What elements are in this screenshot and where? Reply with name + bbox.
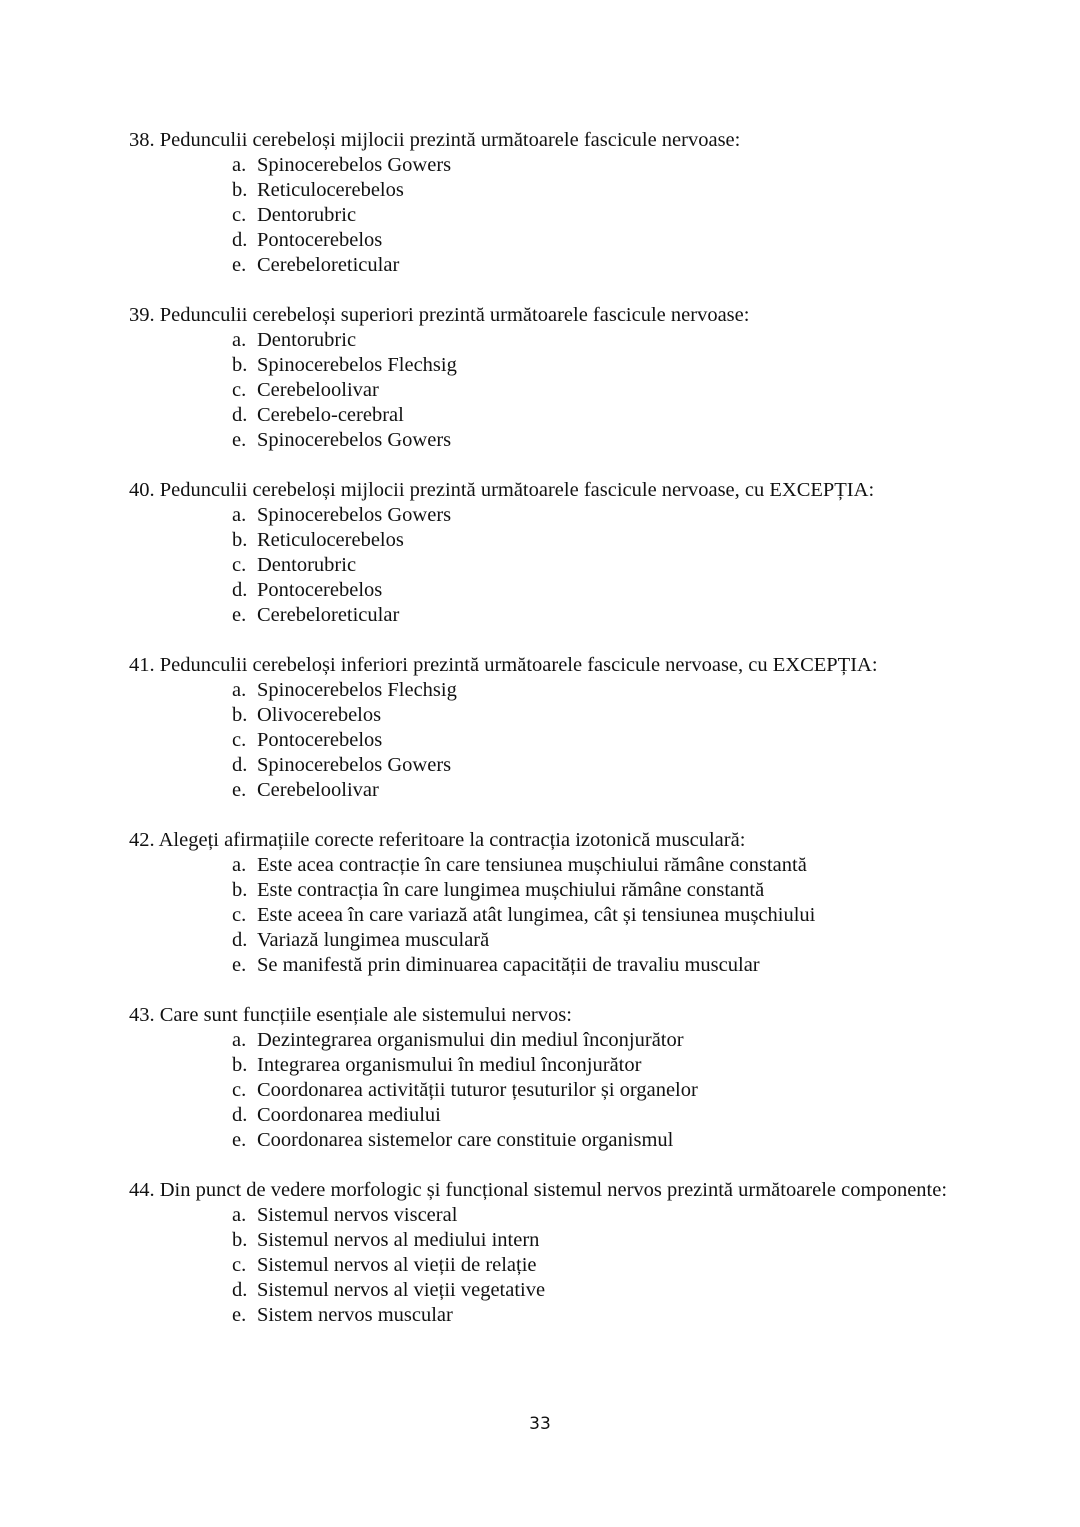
question-44 [129,1178,951,1328]
option-item [129,503,951,528]
option-letter: c. [232,1254,247,1276]
option-text: Pontocerebelos [257,229,383,251]
option-text: Sistem nervos muscular [257,1304,453,1326]
option-letter: e. [232,954,247,976]
question-text: 44. Din punct de vedere morfologic și funcțional sistemul nervos prezintă următoarele componente: [129,1179,948,1201]
option-text: Spinocerebelos Gowers [257,754,452,776]
option-text: Variază lungimea musculară [257,929,490,951]
option-letter: e. [232,1304,247,1326]
option-item [129,753,951,778]
option-letter: e. [232,779,247,801]
option-item [129,1303,951,1328]
option-letter: b. [232,179,248,201]
option-item [129,1278,951,1303]
option-item [129,1253,951,1278]
option-list [129,153,951,278]
option-item [129,553,951,578]
option-item [129,228,951,253]
option-item [129,1203,951,1228]
option-item [129,603,951,628]
question-42 [129,828,951,978]
question-39 [129,303,951,453]
option-letter: d. [232,579,248,601]
option-text: Spinocerebelos Gowers [257,154,452,176]
option-item [129,1028,951,1053]
option-text: Dentorubric [257,554,357,576]
option-letter: b. [232,354,248,376]
option-item [129,378,951,403]
option-item [129,153,951,178]
option-item [129,878,951,903]
question-41 [129,653,951,803]
option-letter: e. [232,604,247,626]
option-text: Cerebeloolivar [257,779,379,801]
option-letter: a. [232,154,247,176]
option-letter: e. [232,254,247,276]
option-list [129,328,951,453]
option-letter: d. [232,929,248,951]
option-text: Coordonarea mediului [257,1104,441,1126]
option-item [129,853,951,878]
option-letter: b. [232,529,248,551]
option-text: Cerebeloreticular [257,604,400,626]
option-letter: b. [232,1054,248,1076]
option-item [129,728,951,753]
option-text: Este aceea în care variază atât lungimea, cât și tensiunea mușchiului [257,904,816,926]
option-item [129,578,951,603]
option-text: Sistemul nervos al mediului intern [257,1229,540,1251]
option-item [129,1228,951,1253]
option-item [129,528,951,553]
option-text: Spinocerebelos Gowers [257,429,452,451]
option-text: Cerebeloreticular [257,254,400,276]
option-letter: a. [232,679,247,701]
option-item [129,253,951,278]
question-text: 40. Pedunculii cerebeloși mijlocii prezintă următoarele fascicule nervoase, cu EXCEPȚIA: [129,479,875,501]
option-letter: a. [232,504,247,526]
question-40 [129,478,951,628]
option-letter: b. [232,879,248,901]
option-letter: b. [232,704,248,726]
option-item [129,428,951,453]
question-text: 39. Pedunculii cerebeloși superiori prezintă următoarele fascicule nervoase: [129,304,750,326]
option-item [129,403,951,428]
option-letter: e. [232,1129,247,1151]
question-43 [129,1003,951,1153]
question-text: 38. Pedunculii cerebeloși mijlocii prezintă următoarele fascicule nervoase: [129,129,741,151]
option-item [129,1128,951,1153]
option-text: Se manifestă prin diminuarea capacității de travaliu muscular [257,954,760,976]
option-letter: d. [232,404,248,426]
option-letter: c. [232,729,247,751]
option-text: Pontocerebelos [257,579,383,601]
option-text: Spinocerebelos Flechsig [257,354,457,376]
option-letter: c. [232,204,247,226]
option-letter: c. [232,554,247,576]
option-item [129,678,951,703]
option-letter: d. [232,1279,248,1301]
option-item [129,703,951,728]
option-text: Pontocerebelos [257,729,383,751]
option-letter: d. [232,1104,248,1126]
option-list [129,678,951,803]
option-text: Coordonarea sistemelor care constituie organismul [257,1129,674,1151]
option-text: Dentorubric [257,204,357,226]
option-letter: c. [232,379,247,401]
option-text: Reticulocerebelos [257,179,404,201]
option-letter: d. [232,754,248,776]
option-text: Cerebeloolivar [257,379,379,401]
option-item [129,903,951,928]
option-item [129,178,951,203]
option-text: Dezintegrarea organismului din mediul înconjurător [257,1029,684,1051]
option-item [129,328,951,353]
option-text: Coordonarea activității tuturor țesuturilor și organelor [257,1079,698,1101]
option-list [129,853,951,978]
option-text: Cerebelo-cerebral [257,404,404,426]
option-letter: e. [232,429,247,451]
question-38 [129,128,951,278]
page-number: 33 [529,1414,551,1434]
option-letter: c. [232,1079,247,1101]
question-text: 42. Alegeți afirmațiile corecte referitoare la contracția izotonică musculară: [129,829,746,851]
question-text: 43. Care sunt funcțiile esențiale ale sistemului nervos: [129,1004,572,1026]
option-item [129,203,951,228]
question-text: 41. Pedunculii cerebeloși inferiori prezintă următoarele fascicule nervoase, cu EXCEPȚIA: [129,654,878,676]
option-item [129,953,951,978]
option-list [129,1028,951,1153]
option-text: Sistemul nervos al vieții de relație [257,1254,537,1276]
option-text: Este acea contracție în care tensiunea mușchiului rămâne constantă [257,854,807,876]
option-letter: c. [232,904,247,926]
question-list [129,128,951,1353]
option-text: Reticulocerebelos [257,529,404,551]
option-letter: a. [232,1204,247,1226]
option-item [129,353,951,378]
option-letter: a. [232,329,247,351]
option-item [129,1103,951,1128]
option-item [129,1078,951,1103]
option-text: Sistemul nervos al vieții vegetative [257,1279,546,1301]
option-letter: b. [232,1229,248,1251]
option-text: Este contracția în care lungimea mușchiului rămâne constantă [257,879,765,901]
option-text: Spinocerebelos Gowers [257,504,452,526]
option-text: Dentorubric [257,329,357,351]
option-letter: a. [232,1029,247,1051]
option-text: Integrarea organismului în mediul înconjurător [257,1054,642,1076]
option-text: Sistemul nervos visceral [257,1204,458,1226]
option-letter: d. [232,229,248,251]
option-text: Spinocerebelos Flechsig [257,679,457,701]
option-list [129,503,951,628]
option-item [129,928,951,953]
option-letter: a. [232,854,247,876]
option-list [129,1203,951,1328]
option-text: Olivocerebelos [257,704,382,726]
option-item [129,1053,951,1078]
option-item [129,778,951,803]
